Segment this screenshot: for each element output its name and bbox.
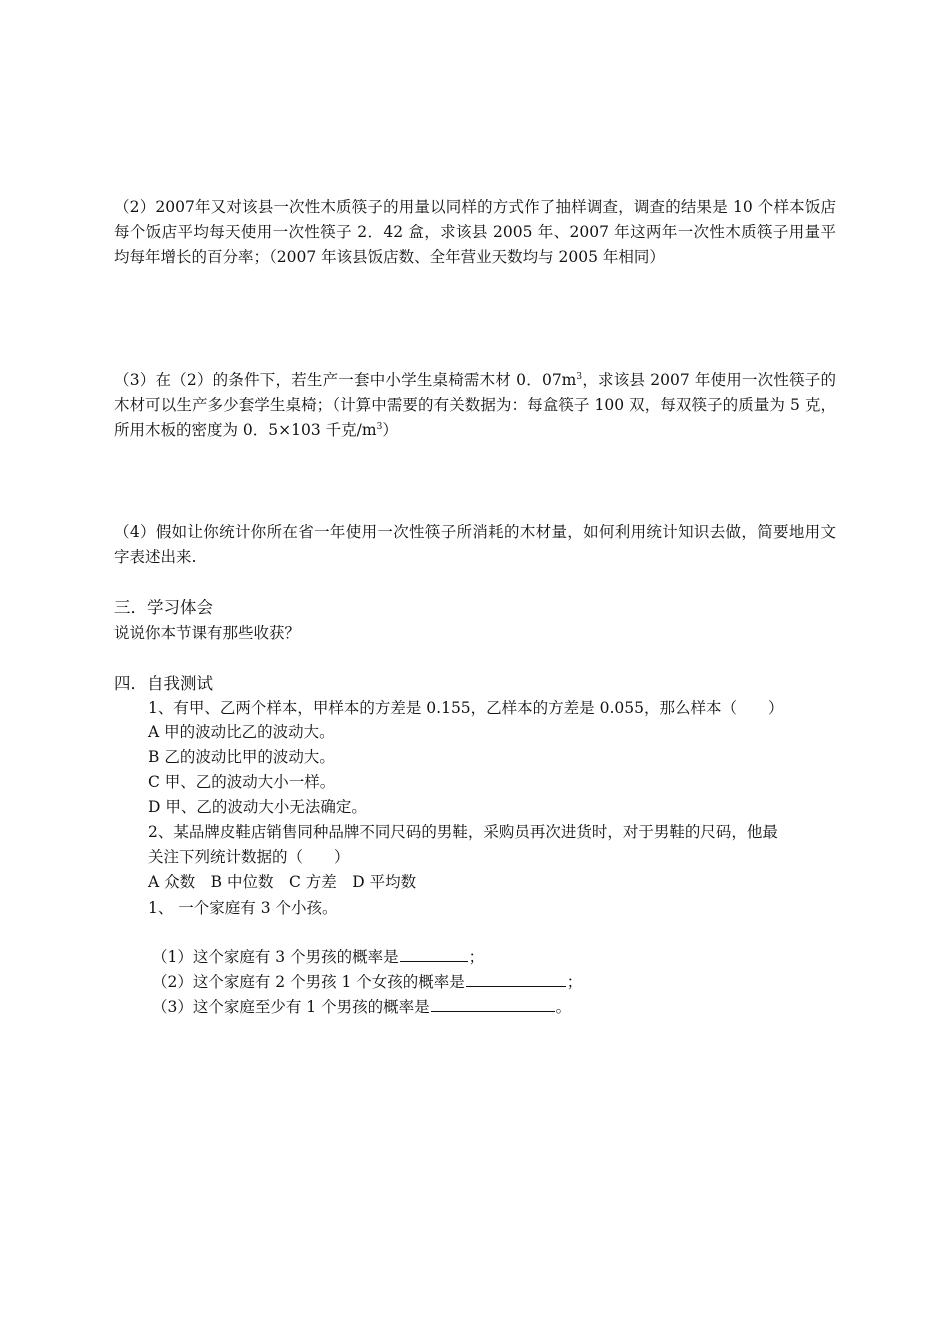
- sub-question-3-end: 。: [555, 998, 572, 1016]
- sub-question-2-text: （2）这个家庭有 2 个男孩 1 个女孩的概率是: [152, 973, 465, 991]
- sub-question-1-end: ；: [468, 948, 485, 966]
- test-question-2-line1: 2、某品牌皮鞋店销售同种品牌不同尺码的男鞋，采购员再次进货时，对于男鞋的尺码，他最: [148, 823, 778, 841]
- question-3-paragraph: [114, 368, 836, 443]
- option-b: B 乙的波动比甲的波动大。: [148, 748, 335, 766]
- sub-question-1-text: （1）这个家庭有 3 个男孩的概率是: [152, 948, 399, 966]
- option-d: D 甲、乙的波动大小无法确定。: [148, 798, 367, 816]
- test-question-2-line2: 关注下列统计数据的（ ）: [148, 848, 350, 866]
- test-question-3: 1、 一个家庭有 3 个小孩。: [148, 899, 338, 917]
- sub-question-1: [152, 945, 484, 969]
- section-4-heading: 四．自我测试: [114, 674, 213, 693]
- option-a: A 甲的波动比乙的波动大。: [148, 723, 335, 741]
- q3-superscript-1: 3: [576, 371, 583, 382]
- sub-question-3: [152, 995, 571, 1019]
- option-c: C 甲、乙的波动大小一样。: [148, 773, 336, 791]
- answer-blank-2[interactable]: [466, 971, 566, 987]
- q3-text-part2: ，求该县 2007 年使用一次性筷子的木材可以生产多少套学生桌椅；（计算中需要的有关数据为：每盒筷子 100 双，每双筷子的质量为 5 克，所用木板的密度为 0．5×103 千克/m: [114, 371, 836, 439]
- section-3-heading: 三．学习体会: [114, 598, 213, 617]
- q3-superscript-2: 3: [376, 421, 383, 432]
- section-3-prompt: 说说你本节课有那些收获？: [114, 624, 301, 642]
- test-question-1: 1、有甲、乙两个样本，甲样本的方差是 0.155，乙样本的方差是 0.055，那么样本（ ）: [148, 699, 784, 717]
- test-question-2-options: A 众数 B 中位数 C 方差 D 平均数: [148, 873, 417, 891]
- question-2-paragraph: （2）2007年又对该县一次性木质筷子的用量以同样的方式作了抽样调查，调查的结果是 10 个样本饭店每个饭店平均每天使用一次性筷子 2．42 盒，求该县 2005 年、2007 年这两年一次性木质筷子用量平均每年增长的百分率；（2007 年该县饭店数、全年营业天数均与 2005 年相同）: [114, 198, 836, 266]
- sub-question-2: [152, 970, 582, 994]
- answer-blank-1[interactable]: [400, 946, 468, 962]
- sub-question-2-end: ；: [566, 973, 583, 991]
- question-4-paragraph: （4）假如让你统计你所在省一年使用一次性筷子所消耗的木材量，如何利用统计知识去做，简要地用文字表述出来.: [114, 523, 836, 566]
- answer-blank-3[interactable]: [431, 996, 555, 1012]
- q3-text-part1: （3）在（2）的条件下，若生产一套中小学生桌椅需木材 0．07m: [114, 371, 577, 389]
- sub-question-3-text: （3）这个家庭至少有 1 个男孩的概率是: [152, 998, 430, 1016]
- q3-text-part3: ）: [382, 421, 398, 439]
